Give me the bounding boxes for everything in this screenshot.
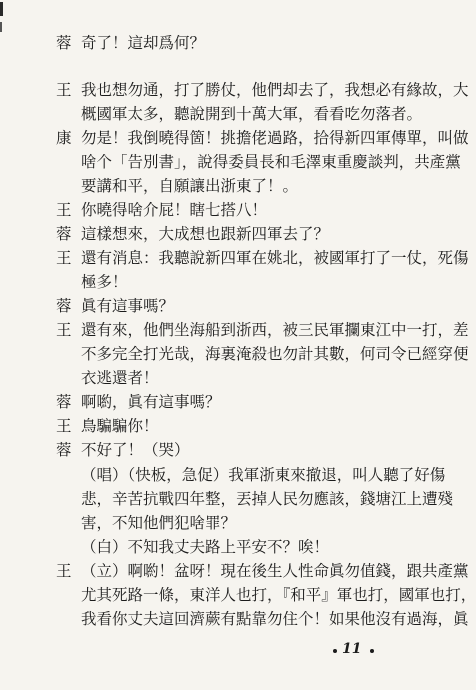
speaker-label: 王 [56, 562, 72, 580]
dialogue-line [0, 390, 473, 414]
line-text: （立）啊喲！盆呀！現在後生人性命眞勿值錢，跟共產黨 [81, 562, 469, 580]
dialogue-line [0, 246, 473, 270]
speaker-label: 王 [56, 321, 72, 339]
speaker-label: 王 [56, 417, 72, 435]
dialogue-line [0, 487, 473, 511]
line-text: 勿是！我倒曉得箇！挑擔佬過路，拾得新四軍傳單，叫做 [81, 129, 469, 147]
dialogue-line [0, 174, 473, 198]
dialogue-line [0, 78, 473, 102]
speaker-label: 蓉 [56, 34, 72, 52]
line-text: 眞有這事嗎？ [81, 297, 175, 315]
page-number: 11 [342, 641, 362, 657]
dialogue-line [0, 198, 473, 222]
dialogue-line [0, 318, 473, 342]
dialogue-line [0, 270, 473, 294]
dialogue-line [0, 607, 473, 631]
line-text: 害，不知他們犯啥罪？ [81, 514, 237, 532]
line-text: （唱）（快板，急促）我軍浙東來撤退，叫人聽了好傷 [81, 466, 446, 484]
speaker-label: 蓉 [56, 393, 72, 411]
dialogue-line [0, 438, 473, 462]
line-text: 極多！ [81, 273, 128, 291]
line-text: 還有消息：我聽說新四軍在姚北，被國軍打了一仗，死傷 [81, 249, 469, 267]
dialogue-line [0, 366, 473, 390]
dialogue-line [0, 463, 473, 487]
dialogue-line [0, 342, 473, 366]
dialogue-line [0, 511, 473, 535]
line-text: 我看你丈夫這回濟蕨有點靠勿住个！如果他沒有過海，眞 [81, 610, 469, 628]
line-text: 你曉得啥介屁！瞎七搭八！ [81, 201, 268, 219]
dialogue-line [0, 150, 473, 174]
line-text: 啥个「告別書」，說得委員長和毛澤東重慶談判，共產黨 [81, 153, 461, 171]
line-text: 要講和平，自願讓出浙東了！。 [81, 177, 299, 195]
line-text: 啊喲，眞有這事嗎？ [81, 393, 221, 411]
speaker-label: 王 [56, 201, 72, 219]
dialogue-line [0, 102, 473, 126]
speaker-label: 王 [56, 81, 72, 99]
speaker-label: 康 [56, 129, 72, 147]
dialogue-line [0, 222, 473, 246]
dialogue-line [0, 414, 473, 438]
speaker-label: 蓉 [56, 297, 72, 315]
dialogue-line [0, 583, 476, 607]
line-text: 不好了！（哭） [81, 441, 190, 459]
line-text: 衣逃還者！ [81, 369, 159, 387]
line-text: 還有來，他們坐海船到浙西，被三民軍攔東江中一打，差 [81, 321, 469, 339]
speaker-label: 蓉 [56, 441, 72, 459]
dialogue-line [0, 31, 473, 55]
dialogue-line [0, 294, 473, 318]
line-text: 奇了！這却爲何？ [81, 34, 206, 52]
line-text: 這樣想來，大成想也跟新四軍去了？ [81, 225, 330, 243]
line-text: 不多完全打光哉，海裏淹殺也勿計其數，何司令已經穿便 [81, 345, 469, 363]
dialogue-line [0, 535, 473, 559]
line-text: 我也想勿通，打了勝仗，他們却去了，我想必有緣故，大 [81, 81, 469, 99]
page-number-dot-right [370, 649, 374, 653]
page-number-dot-left [333, 649, 337, 653]
dialogue-line [0, 559, 473, 583]
line-text: 尤其死路一條，東洋人也打，『和平』軍也打，國軍也打， [81, 586, 476, 604]
line-text: 鳥騙騙你！ [81, 417, 159, 435]
line-text: （白）不知我丈夫路上平安不？唉！ [81, 538, 330, 556]
line-text: 悲，辛苦抗戰四年整，丟掉人民勿應該，錢塘江上遭殘 [81, 490, 454, 508]
speaker-label: 王 [56, 249, 72, 267]
speaker-label: 蓉 [56, 225, 72, 243]
dialogue-line [0, 126, 473, 150]
line-text: 概國軍太多，聽說開到十萬大軍，看看吃勿落者。 [81, 105, 423, 123]
